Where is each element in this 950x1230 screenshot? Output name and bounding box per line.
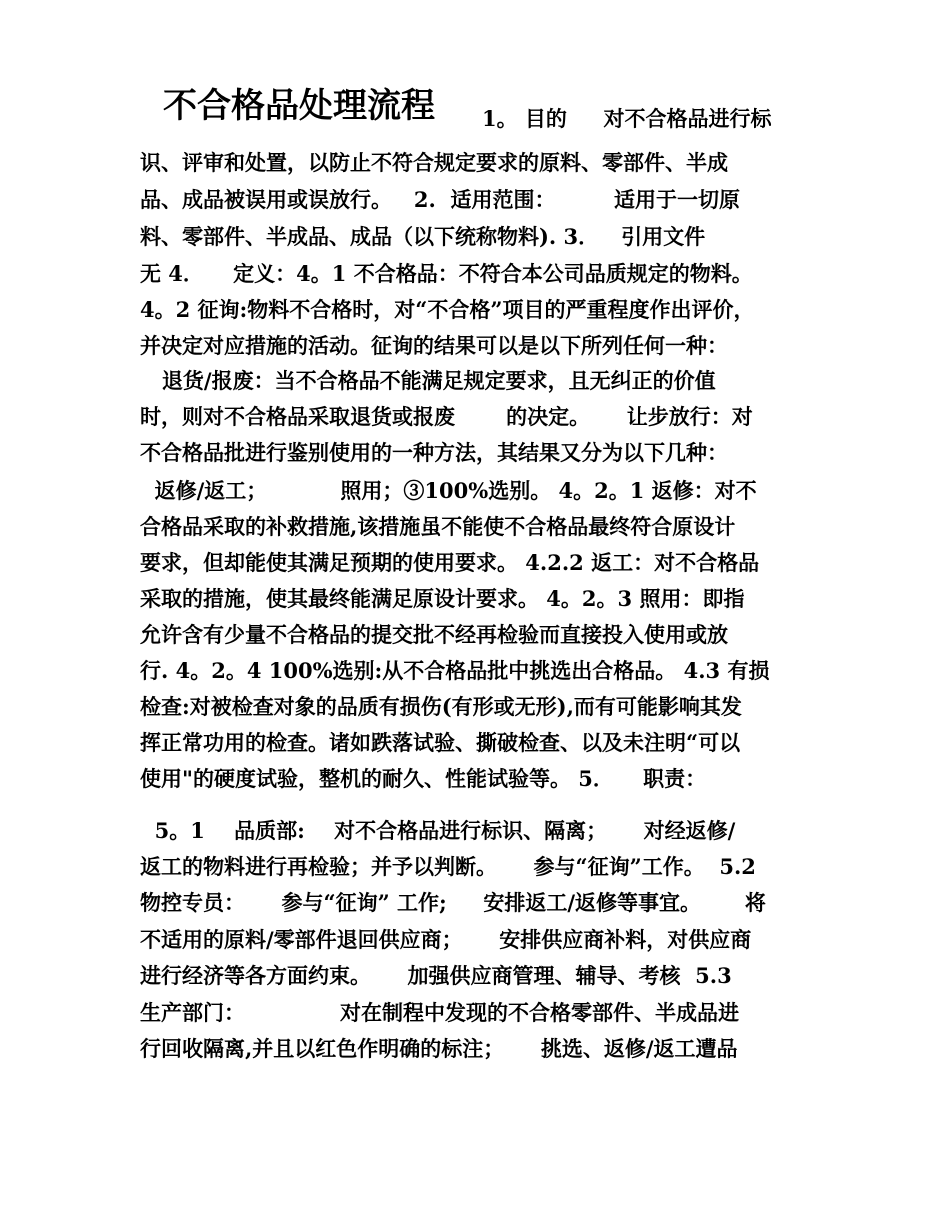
body-line: 不合格品批进行鉴别使用的一种方法，其结果又分为以下几种： bbox=[140, 440, 728, 465]
body-line: 返修/返工； 照用；③100%选别。 4。2。1 返修：对不 bbox=[140, 478, 757, 503]
body-line: 品、成品被误用或误放行。 2. 适用范围： 适用于一切原 bbox=[140, 187, 740, 212]
body-line: 合格品采取的补救措施,该措施虽不能使不合格品最终符合原设计 bbox=[140, 514, 736, 539]
body-line: 4。2 征询:物料不合格时，对“不合格”项目的严重程度作出评价， bbox=[140, 297, 755, 322]
body-line: 时，则对不合格品采取退货或报废 的决定。 让步放行：对 bbox=[140, 404, 753, 429]
body-line: 行. 4。2。4 100%选别:从不合格品批中挑选出合格品。 4.3 有损 bbox=[140, 658, 770, 683]
body-line: 允许含有少量不合格品的提交批不经再检验而直接投入使用或放 bbox=[140, 622, 728, 647]
document-title: 不合格品处理流程 bbox=[163, 86, 435, 126]
body-line: 并决定对应措施的活动。征询的结果可以是以下所列任何一种： bbox=[140, 333, 728, 358]
body-line: 料、零部件、半成品、成品（以下统称物料). 3． 引用文件 bbox=[140, 224, 706, 249]
body-line: 不适用的原料/零部件退回供应商； 安排供应商补料，对供应商 bbox=[140, 927, 752, 952]
body-line: 识、评审和处置，以防止不符合规定要求的原料、零部件、半成 bbox=[140, 150, 728, 175]
body-line: 进行经济等各方面约束。 加强供应商管理、辅导、考核 5.3 bbox=[140, 963, 732, 988]
body-line: 生产部门： 对在制程中发现的不合格零部件、半成品进 bbox=[140, 1000, 740, 1025]
body-line: 采取的措施，使其最终能满足原设计要求。 4。2。3 照用：即指 bbox=[140, 586, 745, 611]
body-line: 挥正常功用的检查。诸如跌落试验、撕破检查、以及未注明“可以 bbox=[140, 730, 741, 755]
body-line: 要求，但却能使其满足预期的使用要求。 4.2.2 返工：对不合格品 bbox=[140, 550, 760, 575]
body-line: 无 4． 定义：4。1 不合格品：不符合本公司品质规定的物料。 bbox=[140, 261, 753, 286]
body-line: 1。 目的 对不合格品进行标 bbox=[482, 106, 772, 131]
body-line: 使用"的硬度试验，整机的耐久、性能试验等。 5． 职责： bbox=[140, 766, 707, 791]
body-line: 检查:对被检查对象的品质有损伤(有形或无形),而有可能影响其发 bbox=[140, 694, 742, 719]
body-line: 行回收隔离,并且以红色作明确的标注； 挑选、返修/返工遭品 bbox=[140, 1036, 738, 1061]
body-line: 5。1 品质部: 对不合格品进行标识、隔离； 对经返修/ bbox=[140, 818, 736, 843]
body-line: 物控专员： 参与“征询” 工作; 安排返工/返修等事宜。 将 bbox=[140, 890, 766, 915]
body-line: 退货/报废：当不合格品不能满足规定要求，且无纠正的价值 bbox=[140, 368, 716, 393]
body-line: 返工的物料进行再检验；并予以判断。 参与“征询”工作。 5.2 bbox=[140, 854, 756, 879]
